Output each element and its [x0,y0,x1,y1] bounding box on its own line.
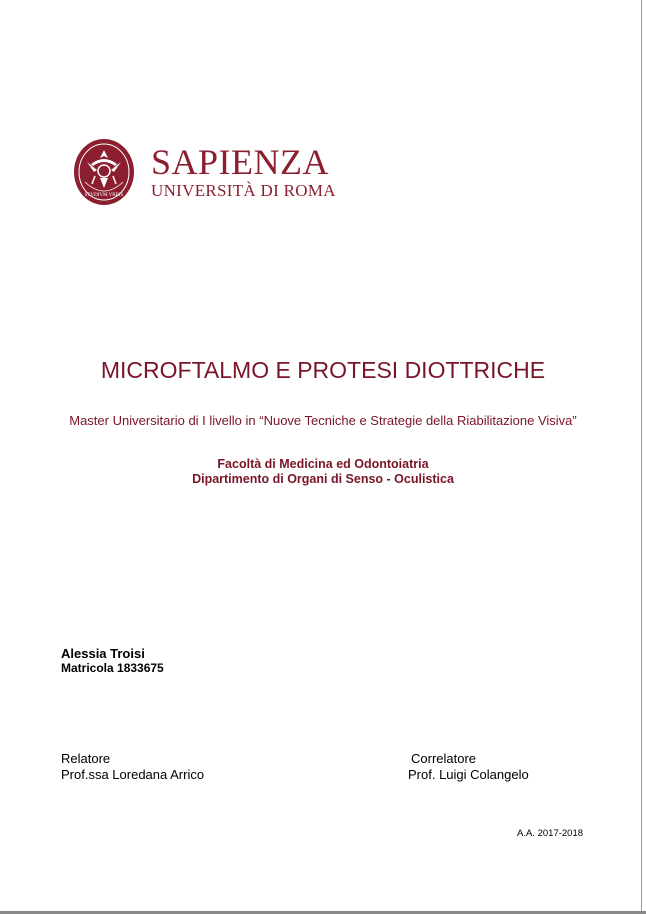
relatore-block [61,751,204,783]
university-logo [73,138,336,210]
svg-text:STVDIVM VRBIS: STVDIVM VRBIS [84,193,124,198]
sapienza-seal-icon [73,138,135,206]
university-name-line1: SAPIENZA [151,142,330,182]
department-name: Dipartimento di Organi di Senso - Oculistica [192,472,454,486]
correlatore-block [408,751,529,783]
faculty-block [0,457,646,487]
correlatore-name: Prof. Luigi Colangelo [408,767,529,782]
relatore-label: Relatore [61,751,111,766]
relatore-name: Prof.ssa Loredana Arrico [61,767,205,782]
faculty-name: Facoltà di Medicina ed Odontoiatria [217,457,429,471]
thesis-title: MICROFTALMO E PROTESI DIOTTRICHE [100,357,546,383]
student-name: Alessia Troisi [61,646,145,661]
academic-year: A.A. 2017-2018 [517,828,584,839]
student-matricola: Matricola 1833675 [61,661,164,675]
university-name-line2: UNIVERSITÀ DI ROMA [151,181,336,200]
page-edge-right [641,0,642,914]
correlatore-label: Correlatore [411,751,477,766]
master-subtitle: Master Universitario di I livello in “Nuove Tecniche e Strategie della Riabilitazione Visiva” [69,413,577,428]
student-block [61,646,164,676]
university-name [151,144,336,200]
